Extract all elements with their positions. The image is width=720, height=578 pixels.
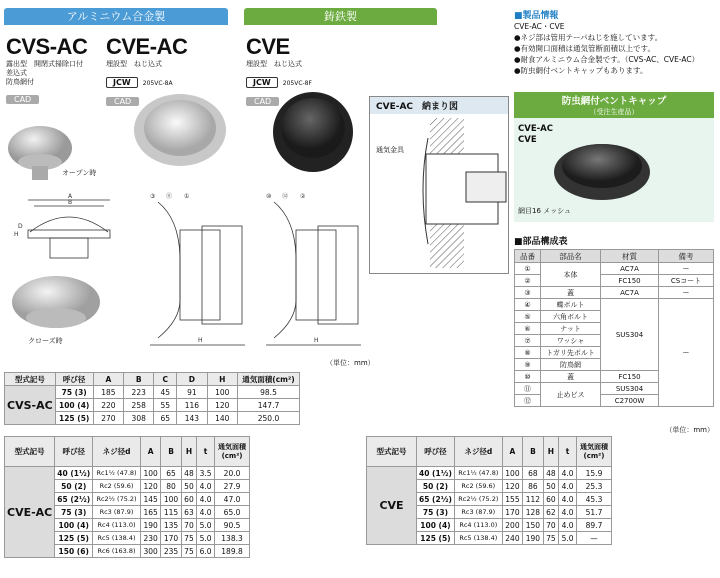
table-row <box>367 467 612 480</box>
parts-table <box>514 249 714 407</box>
part-material: AC7A <box>601 263 659 275</box>
col-header: H <box>181 437 196 467</box>
cell: 125 (5) <box>417 532 455 545</box>
cell: 235 <box>161 545 181 558</box>
cell: 3.5 <box>197 467 215 480</box>
cell: 50 (2) <box>417 480 455 493</box>
col-header-line: (cm²) <box>221 451 243 460</box>
cell: 100 <box>502 467 522 480</box>
col-header: 呼び径 <box>55 437 93 467</box>
cell: 75 (3) <box>55 506 93 519</box>
part-material: SUS304 <box>601 299 659 371</box>
cell: 65 <box>154 412 177 425</box>
cvs-ac-sub1: 差込式 <box>6 69 27 77</box>
part-no: ⑨ <box>515 359 541 371</box>
parts-section: ■部品構成表 品番 部品名 材質 備考 ① 本体 AC7A ー ② FC150 CSコート ③ 蓋 AC7A ー ④ 蝶ボルト SUS304 ー ⑤ 六角ボルト ⑥ ナット ⑦ ワッシャ ⑧ トガリ先ボルト ⑨ 防鳥網 ⑩ 蓋 FC150 ⑪ 止めビス SUS304 ⑫ C2700W （単位：mm） <box>514 237 714 434</box>
cell: — <box>577 532 612 545</box>
part-name: 蓋 <box>541 371 601 383</box>
col-header <box>215 437 250 467</box>
cveac-header-row <box>5 437 250 467</box>
cell: 4.0 <box>197 493 215 506</box>
svg-text:H: H <box>314 337 319 344</box>
cell: 25.3 <box>577 480 612 493</box>
cell: 65.0 <box>215 506 250 519</box>
parts-header: 部品名 <box>541 250 601 263</box>
cell: 300 <box>140 545 160 558</box>
cell: Rc3 (87.9) <box>454 506 502 519</box>
cell: 40 (1½) <box>55 467 93 480</box>
cve-ac-cad-badge[interactable]: CAD <box>106 97 139 106</box>
cell: 60 <box>543 493 558 506</box>
part-material: SUS304 <box>601 383 659 395</box>
cell: Rc2½ (75.2) <box>93 493 141 506</box>
cell: 100 (4) <box>55 399 93 412</box>
open-label: オープン時 <box>62 169 97 177</box>
cve-table <box>366 436 612 545</box>
cell: 258 <box>124 399 154 412</box>
cell: 230 <box>140 532 160 545</box>
cell: 70 <box>543 519 558 532</box>
cve-drawing <box>256 190 366 350</box>
col-header: A <box>502 437 522 467</box>
cell: 80 <box>161 480 181 493</box>
cell: 112 <box>523 493 543 506</box>
cell: 48 <box>181 467 196 480</box>
cell: 125 (5) <box>55 532 93 545</box>
cell: 135 <box>161 519 181 532</box>
cell: Rc1½ (47.8) <box>93 467 141 480</box>
col-header: ネジ径d <box>454 437 502 467</box>
cve-cad-badge[interactable]: CAD <box>246 97 279 106</box>
part-note: ー <box>659 287 714 299</box>
cell: 40 (1½) <box>417 467 455 480</box>
cell: 100 <box>140 467 160 480</box>
cell: 145 <box>140 493 160 506</box>
fitting-diagram-title: CVE-AC 納まり図 <box>370 97 508 114</box>
svg-text:③: ③ <box>150 193 156 200</box>
cell: 75 <box>181 532 196 545</box>
cell: 4.0 <box>559 467 577 480</box>
cve-ac-jcw-code: 205VC-8A <box>142 80 173 87</box>
cve-spec: ねじ込式 <box>274 60 302 68</box>
cell: Rc5 (138.4) <box>93 532 141 545</box>
cell: 250.0 <box>238 412 300 425</box>
col-header-line: 通気面積 <box>218 442 247 451</box>
vent-cap-model-2: CVE <box>518 135 537 145</box>
cell: 138.3 <box>215 532 250 545</box>
part-name: 止めビス <box>541 383 601 407</box>
col-header: t <box>197 437 215 467</box>
cell: 65 (2½) <box>55 493 93 506</box>
cell: 4.0 <box>559 506 577 519</box>
col-header: C <box>154 373 177 386</box>
cvs-ac-type: 露出型 <box>6 60 27 68</box>
col-header: A <box>93 373 123 386</box>
unit-label-2: （単位：mm） <box>665 426 714 434</box>
cell: 50 <box>543 480 558 493</box>
cell: 270 <box>93 412 123 425</box>
col-header-line: (cm²) <box>583 451 605 460</box>
cell: 75 (3) <box>55 386 93 399</box>
cell: 27.9 <box>215 480 250 493</box>
part-name: 防鳥網 <box>541 359 601 371</box>
cell: 308 <box>124 412 154 425</box>
cast-iron-banner: 鋳鉄製 <box>244 8 437 25</box>
cell: 140 <box>207 412 237 425</box>
table-row <box>5 386 300 399</box>
cvs-ac-spec: 開閉式掃除口付 <box>34 60 83 68</box>
cell: 20.0 <box>215 467 250 480</box>
cell: 4.0 <box>197 480 215 493</box>
col-header: 通気面積(cm²) <box>238 373 300 386</box>
cell: 200 <box>502 519 522 532</box>
part-name: ワッシャ <box>541 335 601 347</box>
cell: 75 <box>543 532 558 545</box>
col-header: H <box>207 373 237 386</box>
svg-text:①: ① <box>184 193 190 200</box>
cell: Rc4 (113.0) <box>454 519 502 532</box>
parts-header: 備考 <box>659 250 714 263</box>
col-header: t <box>559 437 577 467</box>
cell: Rc1½ (47.8) <box>454 467 502 480</box>
cve-ac-title: CVE-AC <box>106 34 188 59</box>
cell: 4.0 <box>197 506 215 519</box>
cell: 15.9 <box>577 467 612 480</box>
product-info-note: ●防虫網付ベントキャップもあります。 <box>514 66 648 75</box>
cell: 65 <box>161 467 181 480</box>
cvs-ac-title: CVS-AC <box>6 34 88 59</box>
vent-cap-photo <box>550 132 654 204</box>
cell: 4.0 <box>559 480 577 493</box>
vent-cap-box <box>514 92 714 222</box>
fitting-part-label: 通気金具 <box>376 146 404 154</box>
cell: 240 <box>502 532 522 545</box>
cve-jcw-code: 205VC-8F <box>282 80 312 87</box>
col-header: ネジ径d <box>93 437 141 467</box>
product-info-note: ●ネジ部は管用テーパねじを施しています。 <box>514 33 663 42</box>
model-cell: CVE-AC <box>5 467 55 558</box>
cell: 4.0 <box>559 493 577 506</box>
cell: 5.0 <box>197 532 215 545</box>
vent-cap-subtitle: （受注生産品） <box>589 108 639 116</box>
product-info-note: ●有効開口面積は通気管断面積以上です。 <box>514 44 655 53</box>
cell: 150 <box>523 519 543 532</box>
part-note: CSコート <box>659 275 714 287</box>
vent-cap-mesh: 網目16 メッシュ <box>518 207 571 215</box>
cell: 90.5 <box>215 519 250 532</box>
cell: 150 (6) <box>55 545 93 558</box>
vent-cap-title: 防虫網付ベントキャップ <box>561 96 667 107</box>
cell: 51.7 <box>577 506 612 519</box>
col-header: B <box>523 437 543 467</box>
cell: Rc2½ (75.2) <box>454 493 502 506</box>
cell: 116 <box>177 399 207 412</box>
part-name: 六角ボルト <box>541 311 601 323</box>
part-name: 蓋 <box>541 287 601 299</box>
svg-text:⑪: ⑪ <box>166 193 173 200</box>
part-no: ⑧ <box>515 347 541 359</box>
col-header: H <box>543 437 558 467</box>
cell: 45 <box>154 386 177 399</box>
cve-ac-type: 埋設型 <box>106 60 127 68</box>
cvs-ac-header <box>6 34 87 106</box>
part-name: 蝶ボルト <box>541 299 601 311</box>
fitting-diagram-art <box>370 114 508 274</box>
table-row <box>515 287 714 299</box>
cell: 147.7 <box>238 399 300 412</box>
cvs-ac-closed-photo <box>6 268 106 340</box>
cell: 223 <box>124 386 154 399</box>
cell: 100 <box>207 386 237 399</box>
cell: Rc2 (59.6) <box>454 480 502 493</box>
col-header: 型式記号 <box>5 437 55 467</box>
svg-text:H: H <box>198 337 203 344</box>
cell: 55 <box>154 399 177 412</box>
cve-title: CVE <box>246 34 290 59</box>
cell: 50 <box>181 480 196 493</box>
svg-text:D: D <box>18 223 23 230</box>
svg-text:②: ② <box>300 193 306 200</box>
cve-ac-table <box>4 436 250 558</box>
cve-ac-drawing <box>140 190 250 350</box>
fitting-diagram <box>369 96 509 274</box>
cell: 190 <box>523 532 543 545</box>
svg-text:B: B <box>68 199 73 206</box>
vent-cap-model-1: CVE-AC <box>518 124 553 134</box>
cell: 60 <box>181 493 196 506</box>
table-row <box>515 263 714 275</box>
cell: 91 <box>177 386 207 399</box>
cell: 189.8 <box>215 545 250 558</box>
parts-header-row <box>515 250 714 263</box>
part-no: ⑤ <box>515 311 541 323</box>
parts-title: 部品構成表 <box>522 237 568 247</box>
part-no: ④ <box>515 299 541 311</box>
part-no: ③ <box>515 287 541 299</box>
cell: 100 <box>161 493 181 506</box>
part-name: 本体 <box>541 263 601 287</box>
cell: 120 <box>207 399 237 412</box>
cell: 48 <box>543 467 558 480</box>
cell: 100 (4) <box>417 519 455 532</box>
part-material: FC150 <box>601 275 659 287</box>
cell: 5.0 <box>197 519 215 532</box>
col-header: A <box>140 437 160 467</box>
parts-header: 材質 <box>601 250 659 263</box>
cell: 115 <box>161 506 181 519</box>
cell: 63 <box>181 506 196 519</box>
cve-type: 埋設型 <box>246 60 267 68</box>
part-note: ー <box>659 299 714 407</box>
part-no: ⑩ <box>515 371 541 383</box>
table-row <box>5 467 250 480</box>
col-header: 呼び径 <box>55 373 93 386</box>
cell: 120 <box>502 480 522 493</box>
cell: 86 <box>523 480 543 493</box>
aluminum-banner: アルミニウム合金製 <box>4 8 228 25</box>
product-info-title: 製品情報 <box>522 11 559 21</box>
part-no: ⑥ <box>515 323 541 335</box>
col-header: 呼び径 <box>417 437 455 467</box>
cell: Rc4 (113.0) <box>93 519 141 532</box>
cell: 70 <box>181 519 196 532</box>
cve-ac-photo <box>130 90 230 172</box>
cell: Rc3 (87.9) <box>93 506 141 519</box>
cell: Rc2 (59.6) <box>93 480 141 493</box>
col-header <box>577 437 612 467</box>
cve-ac-jcw-badge: JCW <box>106 77 138 88</box>
parts-header: 品番 <box>515 250 541 263</box>
part-name: トガリ先ボルト <box>541 347 601 359</box>
svg-text:⑩: ⑩ <box>266 193 272 200</box>
cell: 45.3 <box>577 493 612 506</box>
cve-ac-spec: ねじ込式 <box>134 60 162 68</box>
cell: 47.0 <box>215 493 250 506</box>
cell: 75 <box>181 545 196 558</box>
cell: 120 <box>140 480 160 493</box>
model-cell: CVE <box>367 467 417 545</box>
table-row <box>515 299 714 311</box>
cell: 98.5 <box>238 386 300 399</box>
cell: 50 (2) <box>55 480 93 493</box>
part-material: FC150 <box>601 371 659 383</box>
svg-text:⑫: ⑫ <box>282 193 289 200</box>
cell: 4.0 <box>559 519 577 532</box>
cell: 170 <box>161 532 181 545</box>
col-header-line: 通気面積 <box>580 442 608 451</box>
cell: Rc5 (138.4) <box>454 532 502 545</box>
part-name: ナット <box>541 323 601 335</box>
cvs-header-row <box>5 373 300 386</box>
cell: Rc6 (163.8) <box>93 545 141 558</box>
cell: 75 (3) <box>417 506 455 519</box>
product-info-line: CVE-AC・CVE <box>514 22 565 31</box>
product-info-note: ●耐食アルミニウム合金製です。（CVS-AC、CVE-AC） <box>514 55 700 64</box>
cell: 65 (2½) <box>417 493 455 506</box>
cell: 100 (4) <box>55 519 93 532</box>
unit-label: （単位：mm） <box>326 359 375 367</box>
svg-text:H: H <box>14 231 19 238</box>
part-no: ⑫ <box>515 395 541 407</box>
part-no: ② <box>515 275 541 287</box>
cell: 170 <box>502 506 522 519</box>
cvs-ac-sub2: 防鳥網付 <box>6 78 34 86</box>
cve-header-row <box>367 437 612 467</box>
closed-label: クローズ時 <box>28 337 63 345</box>
cell: 185 <box>93 386 123 399</box>
col-header: B <box>161 437 181 467</box>
cell: 5.0 <box>559 532 577 545</box>
part-material: C2700W <box>601 395 659 407</box>
col-header: B <box>124 373 154 386</box>
col-header: 型式記号 <box>5 373 56 386</box>
cvs-ac-cad-badge[interactable]: CAD <box>6 95 39 104</box>
cell: 128 <box>523 506 543 519</box>
cvs-ac-drawing <box>10 192 128 264</box>
cell: 62 <box>543 506 558 519</box>
cell: 220 <box>93 399 123 412</box>
cell: 89.7 <box>577 519 612 532</box>
part-note: ー <box>659 263 714 275</box>
svg-text:A: A <box>68 193 73 200</box>
part-material: AC7A <box>601 287 659 299</box>
cell: 125 (5) <box>55 412 93 425</box>
cve-jcw-badge: JCW <box>246 77 278 88</box>
cell: 6.0 <box>197 545 215 558</box>
cell: 190 <box>140 519 160 532</box>
col-header: 型式記号 <box>367 437 417 467</box>
part-no: ⑦ <box>515 335 541 347</box>
product-info: ■製品情報 CVE-AC・CVE ●ネジ部は管用テーパねじを施しています。 ●有効開口面積は通気管断面積以上です。 ●耐食アルミニウム合金製です。（CVS-AC、CVE-AC） ●防虫網付ベントキャップもあります。 <box>514 8 718 76</box>
cell: 165 <box>140 506 160 519</box>
part-no: ⑪ <box>515 383 541 395</box>
cell: 143 <box>177 412 207 425</box>
cvs-ac-table <box>4 372 300 425</box>
vent-cap-header <box>514 92 714 118</box>
model-cell: CVS-AC <box>5 386 56 425</box>
cve-photo <box>270 88 356 174</box>
col-header: D <box>177 373 207 386</box>
cell: 68 <box>523 467 543 480</box>
cell: 155 <box>502 493 522 506</box>
part-no: ① <box>515 263 541 275</box>
